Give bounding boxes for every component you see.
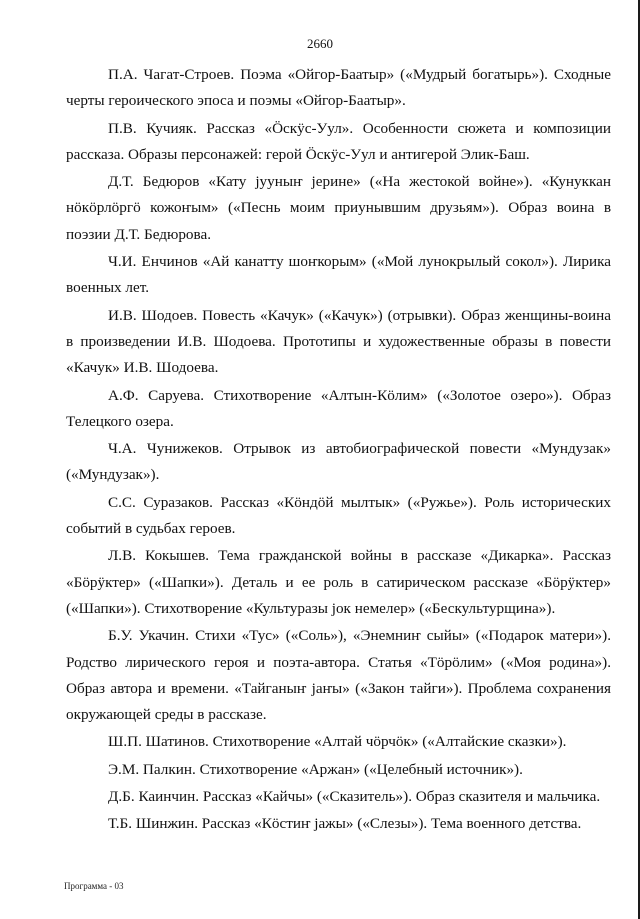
paragraph-palkin: Э.М. Палкин. Стихотворение «Аржан» («Целебный источник»).: [108, 760, 523, 778]
paragraph-shatinov: Ш.П. Шатинов. Стихотворение «Алтай чӧрчӧк» («Алтайские сказки»).: [108, 733, 567, 751]
paragraph-kainchin: Д.Б. Каинчин. Рассказ «Кайчы» («Сказитель»). Образ сказителя и мальчика.: [108, 788, 601, 806]
paragraph-shodoev: И.В. Шодоев. Повесть «Качук» («Качук») (отрывки). Образ женщины-воина в произведении И.В. Шодоева. Прототипы и художественные образы в повести «Качук» И.В. Шодоева.: [66, 306, 611, 377]
page-content: [66, 62, 611, 839]
paragraph-surazakov: С.С. Суразаков. Рассказ «Кӧндӧй мылтык» («Ружье»). Роль исторических событий в судьбах героев.: [66, 493, 611, 538]
paragraph-enchinov: Ч.И. Енчинов «Ай канатту шоҥкорым» («Мой лунокрылый сокол»). Лирика военных лет.: [66, 253, 611, 297]
paragraph-ukachin: Б.У. Укачин. Стихи «Тус» («Соль»), «Энемниҥ сыйы» («Подарок матери»). Родство лирического героя и поэта-автора. Статья «Тӧрӧлим» («Моя родина»). Образ автора и времени. «Тайганыҥ јаҥы» («Закон тайги»). Проблема сохранения окружающей среды в рассказе.: [66, 627, 611, 724]
paragraph-shinzhin: Т.Б. Шинжин. Рассказ «Кӧстиҥ јажы» («Слезы»). Тема военного детства.: [108, 815, 582, 833]
footer-label: Программа - 03: [64, 881, 124, 891]
page-number: 2660: [307, 36, 333, 51]
paragraph-chunizhekov: Ч.А. Чунижеков. Отрывок из автобиографической повести «Мундузак» («Мундузак»).: [66, 440, 611, 484]
paragraph-sarueva: А.Ф. Саруева. Стихотворение «Алтын-Кӧлим» («Золотое озеро»). Образ Телецкого озера.: [66, 386, 611, 430]
paragraph-kokyshev: Л.В. Кокышев. Тема гражданской войны в рассказе «Дикарка». Рассказ «Бӧрӱктер» («Шапки»). Деталь и ее роль в сатирическом рассказе «Бӧрӱктер» («Шапки»). Стихотворение «Культуразы јок немелер» («Бескультурщина»).: [66, 547, 611, 617]
paragraph-kuchiyak: П.В. Кучияк. Рассказ «Ӧскӱс-Уул». Особенности сюжета и композиции рассказа. Образы персонажей: герой Ӧскӱс-Уул и антигерой Элик-Баш.: [66, 119, 611, 163]
paragraph-chagat-stroev: П.А. Чагат-Строев. Поэма «Ойгор-Баатыр» («Мудрый богатырь»). Сходные черты героического эпоса и поэмы «Ойгор-Баатыр».: [66, 66, 611, 110]
paragraph-bedyurov: Д.Т. Бедюров «Кату јууныҥ јерине» («На жестокой войне»). «Кунуккан нӧкӧрлӧргӧ кожоҥым» («Песнь моим приунывшим друзьям»). Образ воина в поэзии Д.Т. Бедюрова.: [66, 173, 611, 243]
